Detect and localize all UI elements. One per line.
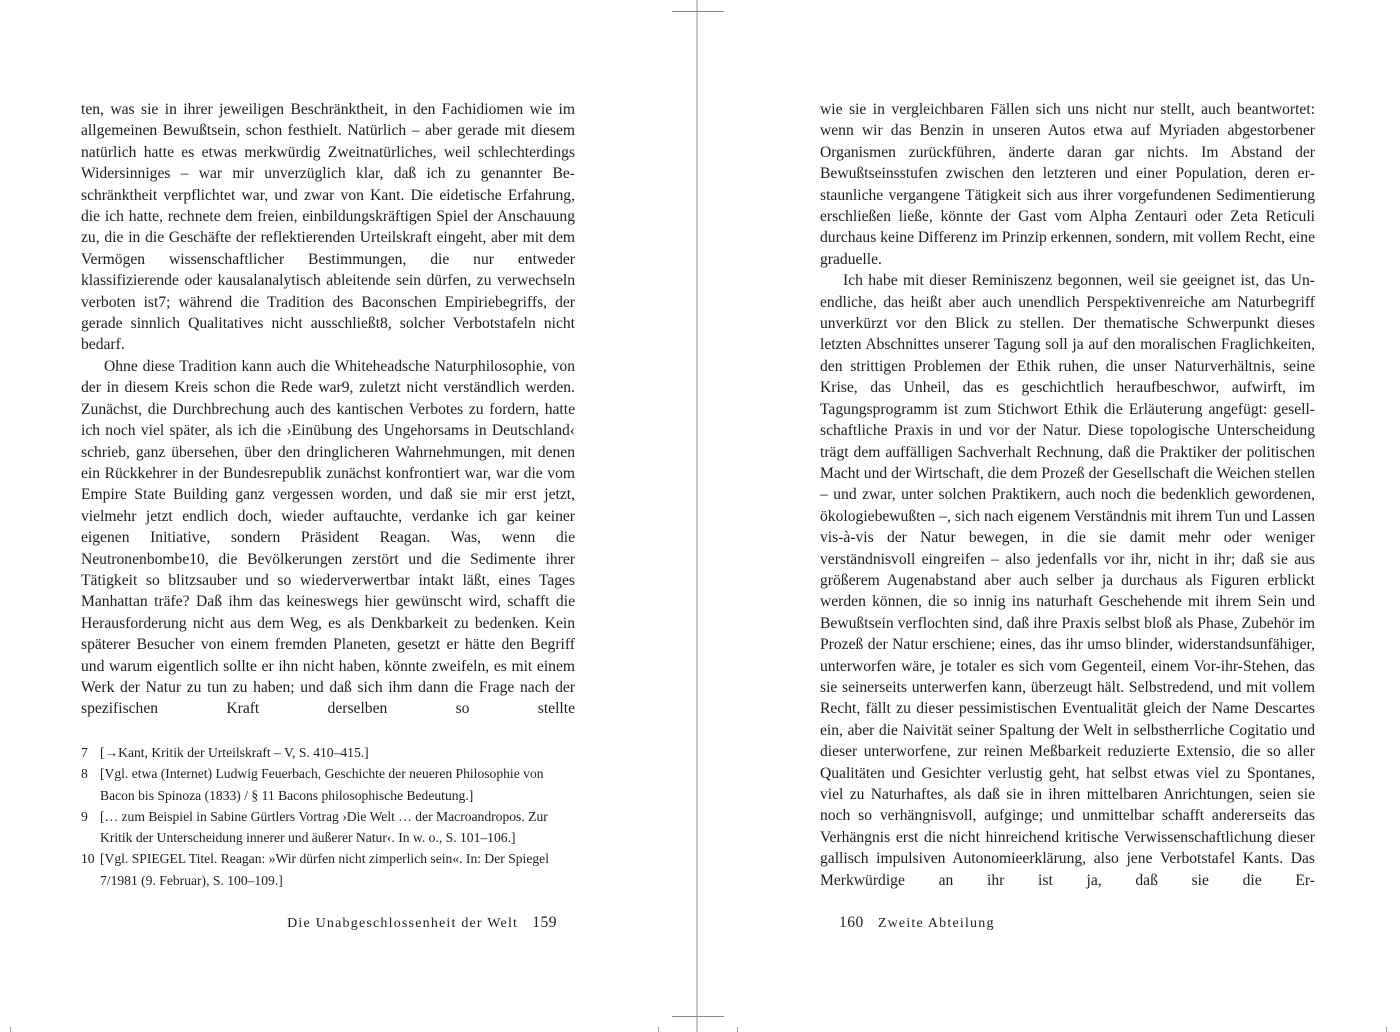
footnote xyxy=(81,848,575,891)
right-page-footer xyxy=(839,914,995,932)
footnote-text: [… zum Beispiel in Sabine Gürtlers Vortrag ›Die Welt … der Macroandropos. Zur Kritik der Unterscheidung innerer und äußerer Natur‹. In w. o., S. 101–106.] xyxy=(100,808,548,846)
right-page xyxy=(698,0,1400,1032)
footnote xyxy=(81,742,575,763)
footnote-number: 8 xyxy=(81,766,88,782)
left-page-footer xyxy=(287,914,557,932)
footnotes xyxy=(81,742,575,891)
page-number: 159 xyxy=(532,914,557,931)
running-title: Die Unabgeschlossenheit der Welt xyxy=(287,916,519,931)
footnote-text: [Vgl. etwa (Internet) Ludwig Feuerbach, Geschichte der neueren Philosophie von Bacon bis Spinoza (1833) / § 11 Bacons philosophische Bedeutung.] xyxy=(100,766,544,803)
paragraph: Ich habe mit dieser Reminiszenz begonnen, weil sie geeignet ist, das Unendliche, das heißt aber auch unendlich Perspektivenreiche am Naturbegriff unverkürzt vor den Blick zu stellen. Der thematische Schwerpunkt dieses letzten Abschnittes unserer Tagung soll ja auf den moralischen Fraglichkeiten, den strittigen Problemen der Ethik ruhen, die unser Naturverhältnis, seine Krise, das Unheil, das es geschichtlich heraufbeschwor, aufwirft, im Tagungsprogramm ist zum Stichwort Ethik die Erläuterung angefügt: gesellschaftliche Praxis in und vor der Natur. Diese topologische Unterscheidung trägt dem auffälligen Sachverhalt Rechnung, daß die Praktiker der politischen Macht und der Wirtschaft, die dem Prozeß der Gesellschaft die Weichen stellen – und zwar, unter solchen Praktikern, auch noch die bedenklich gewordenen, ökologiebewußten –, sich nach eigenem Verständnis mit ihrem Tun und Lassen vis-à-vis der Natur bewegen, in die sie damit mehr oder weniger verständnisvoll eingreifen – also jedenfalls vor ihr, nicht in ihr; daß sie aus größerem Augenabstand aber auch selber ja durchaus als Figuren erblickt werden können, die so innig ins naturhaft Geschehende mit ihrem Sein und Bewußtsein verflochten sind, daß ihre Praxis selbst bloß als Phase, Zubehör im Prozeß der Natur erschiene; eines, das ihr umso blinder, widerstandsunfähiger, unterworfen wäre, je totaler es sich vom Gegenteil, einem Vor-ihr-Stehen, das sie seinerseits unterwerfen kann, überzeugt hält. Selbstredend, und mit vollem Recht, fällt zu dieser pessimistischen Eventualität gleich der Name Descartes ein, aber die Naivität seiner Spaltung der Welt in selbstherrliche Cogitatio und dieser unterworfene, zur reinen Meßbarkeit reduzierte Extensio, die so aller Qualitäten und Gesichter verlustig geht, hat selbst etwas viel zu Spontanes, viel zu Naturhaftes, als daß sie in ihren mittelbaren Anrichtungen, seien sie noch so verhängnisvoll, aufginge; und unmittelbar schafft andererseits das Verhängnis erst die nicht hinreichend kritische Verwissenschaftlichung dieser gallisch impulsiven Autonomieerklärung, also jene Verbotstafel Kants. Das Merkwürdige an ihr ist ja, daß sie die Er- xyxy=(820,272,1315,889)
footnote-number: 10 xyxy=(81,851,95,867)
paragraph: Ohne diese Tradition kann auch die Whiteheadsche Naturphilosophie, von der in diesem Kreis schon die Rede war9, zuletzt nicht verständlich werden. Zunächst, die Durchbrechung auch des kantischen Verbotes zu fordern, hatte ich noch viel später, als ich die ›Einübung des Ungehorsams in Deutschland‹ schrieb, ganz übersehen, über den dringlicheren Wahrnehmungen, mit denen ein Rückkehrer in der Bundesrepublik zunächst konfrontiert war, war die vom Empire State Building ganz vergessen worden, und daß sie mir erst jetzt, vielmehr jetzt endlich doch, wieder auftauchte, verdanke ich gar keiner eigenen Initiative, sondern Präsident Reagan. Was, wenn die Neutronenbombe10, die Bevölkerungen zerstört und die Sedimente ihrer Tätigkeit so blitzsauber und so wiederverwertbar intakt läßt, eines Tages Manhattan träfe? Daß ihm das keineswegs hier gewünscht wird, schafft die Herausforderung nicht aus dem Weg, es als Denkbarkeit zu bedenken. Kein späterer Besucher von einem fremden Planeten, gesetzt er hätte den Begriff und warum eigentlich sollte er ihn nicht haben, könnte zweifeln, es mit einem Werk der Natur zu tun zu haben; und daß sich ihm dann die Frage nach der spezifischen Kraft derselben so stellte xyxy=(81,357,575,718)
running-title: Zweite Abteilung xyxy=(877,916,995,931)
footnote-number: 7 xyxy=(81,745,88,760)
paragraph: ten, was sie in ihrer jeweiligen Beschränktheit, in den Fachidiomen wie im allgemeinen Bewußtsein, schon festhielt. Natürlich – aber gerade mit diesem natürlich hatte es etwas merkwürdig Zweitnatürliches, weil schlechterdings Widersinniges – war mir unverzüglich klar, daß ich zu genannter Beschränktheit verpflichtet war, und zwar von Kant. Die eidetische Erfahrung, die ich hatte, rechnete dem freien, einbildungskräftigen Spiel der Anschauung zu, die in die Geschäfte der reflektierenden Urteilskraft eingeht, aber mit dem Vermögen wissenschaftlicher Bestimmungen, die nur entweder klassifizierende oder kausalanalytisch ableitende sein dürfen, zu verwechseln verboten ist7; während die Tradition des Baconschen Empiriebegriffs, der gerade sinnlich Qualitatives nicht ausschließt8, solcher Verbotstafeln nicht bedarf. xyxy=(81,101,575,354)
page-number: 160 xyxy=(839,914,864,931)
left-page xyxy=(0,0,697,1032)
footnote xyxy=(81,763,575,806)
footnote xyxy=(81,806,575,849)
left-body-text xyxy=(81,99,575,720)
footnote-number: 9 xyxy=(81,808,88,824)
right-body-text xyxy=(820,99,1315,891)
paragraph: wie sie in vergleichbaren Fällen sich uns nicht nur stellt, auch beantwortet: wenn wir das Benzin in unseren Autos etwa auf Myriaden abgestorbener Organismen zurückführen, änderte daran gar nichts. Im Abstand der Bewußtseinsstufen zwischen den letzteren und einer Population, deren erstaunliche vergangene Tätigkeit sich aus ihrer vorgefundenen Sedimentierung erschließen ließe, könnte der Gast vom Alpha Zentauri oder Zeta Reticuli durchaus keine Differenz im Prinzip erkennen, sondern, mit vollem Recht, eine graduelle. xyxy=(820,101,1315,268)
footnote-text: [Vgl. SPIEGEL Titel. Reagan: »Wir dürfen nicht zimperlich sein«. In: Der Spiegel 7/1981 (9. Februar), S. 100–109.] xyxy=(100,851,549,888)
footnote-text: [→Kant, Kritik der Urteilskraft – V, S. 410–415.] xyxy=(100,745,369,760)
